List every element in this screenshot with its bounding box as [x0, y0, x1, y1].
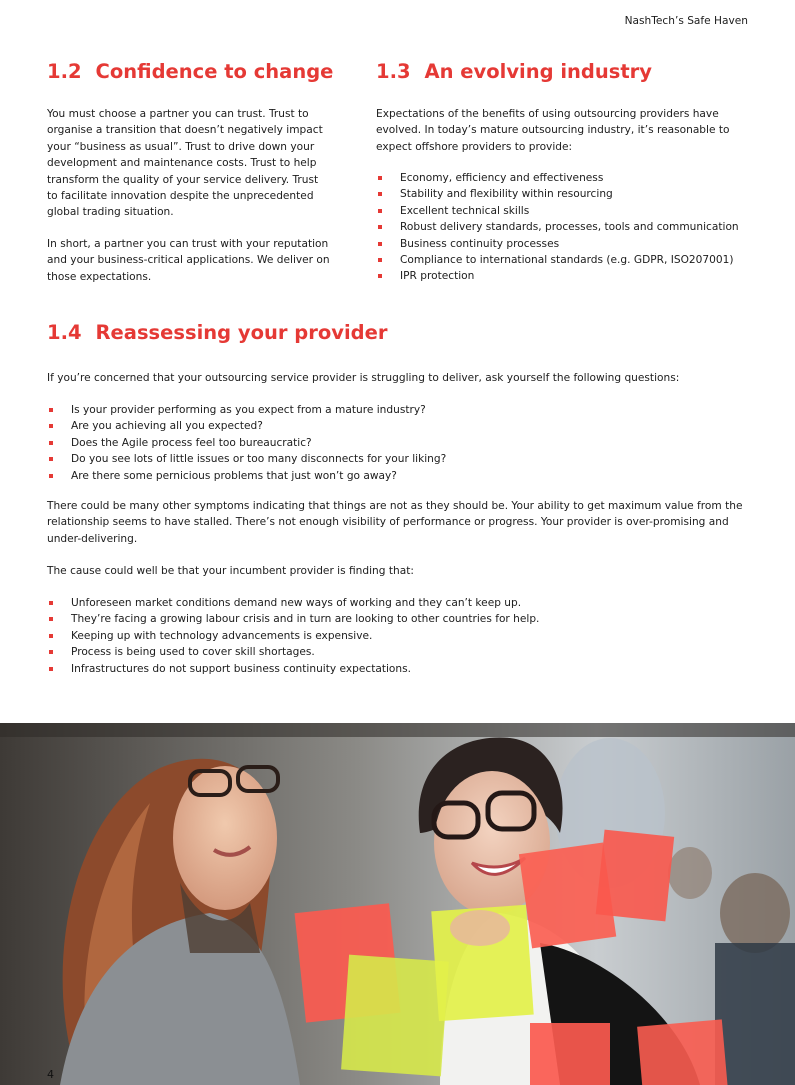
causes-list [47, 595, 747, 677]
list-item: Does the Agile process feel too bureaucratic? [47, 435, 747, 451]
list-item: Business continuity processes [376, 236, 776, 252]
list-item: Stability and flexibility within resourcing [376, 186, 776, 202]
cause-intro: The cause could well be that your incumbent provider is finding that: [47, 565, 414, 577]
page-number: 4 [47, 1067, 54, 1081]
section-number: 1.3 [376, 60, 411, 83]
list-item: Unforeseen market conditions demand new ways of working and they can’t keep up. [47, 595, 747, 611]
section-number: 1.4 [47, 321, 82, 344]
team-collaboration-photo [0, 723, 795, 1085]
list-item: Are there some pernicious problems that just won’t go away? [47, 468, 747, 484]
list-item: They’re facing a growing labour crisis and in turn are looking to other countries for help. [47, 611, 747, 627]
section-title: An evolving industry [424, 60, 653, 83]
list-item: Process is being used to cover skill shortages. [47, 644, 747, 660]
section-1-4-heading [47, 321, 387, 345]
symptoms-paragraph: There could be many other symptoms indicating that things are not as they should be. Your ability to get maximum value from the relationship seems to have stalled. There’s not enough visibility of performance or progress. Your provider is over-promising and under-delivering. [47, 500, 743, 545]
list-item: Robust delivery standards, processes, tools and communication [376, 219, 776, 235]
reassess-intro: If you’re concerned that your outsourcing service provider is struggling to deliver, ask yourself the following questions: [47, 372, 680, 384]
section-title: Confidence to change [95, 60, 334, 83]
expectations-list [376, 170, 776, 285]
confidence-paragraph-2: In short, a partner you can trust with your reputation and your business-critical applications. We deliver on those expectations. [47, 238, 330, 283]
list-item: Infrastructures do not support business continuity expectations. [47, 661, 747, 677]
questions-list [47, 402, 747, 484]
list-item: Is your provider performing as you expect from a mature industry? [47, 402, 747, 418]
list-item: Are you achieving all you expected? [47, 418, 747, 434]
list-item: IPR protection [376, 268, 776, 284]
list-item: Compliance to international standards (e.g. GDPR, ISO207001) [376, 252, 776, 268]
section-number: 1.2 [47, 60, 82, 83]
list-item: Keeping up with technology advancements is expensive. [47, 628, 747, 644]
running-header: NashTech’s Safe Haven [624, 15, 748, 27]
list-item: Economy, efficiency and effectiveness [376, 170, 776, 186]
list-item: Excellent technical skills [376, 203, 776, 219]
section-1-2-heading [47, 60, 333, 84]
evolving-intro: Expectations of the benefits of using outsourcing providers have evolved. In today’s mature outsourcing industry, it’s reasonable to expect offshore providers to provide: [376, 108, 730, 153]
section-title: Reassessing your provider [95, 321, 388, 344]
section-1-3-heading [376, 60, 652, 84]
list-item: Do you see lots of little issues or too many disconnects for your liking? [47, 451, 747, 467]
confidence-paragraph-1: You must choose a partner you can trust. Trust to organise a transition that doesn’t negatively impact your “business as usual”. Trust to drive down your development and maintenance costs. Trust to help transform the quality of your service delivery. Trust to facilitate innovation despite the unprecedented global trading situation. [47, 108, 323, 219]
